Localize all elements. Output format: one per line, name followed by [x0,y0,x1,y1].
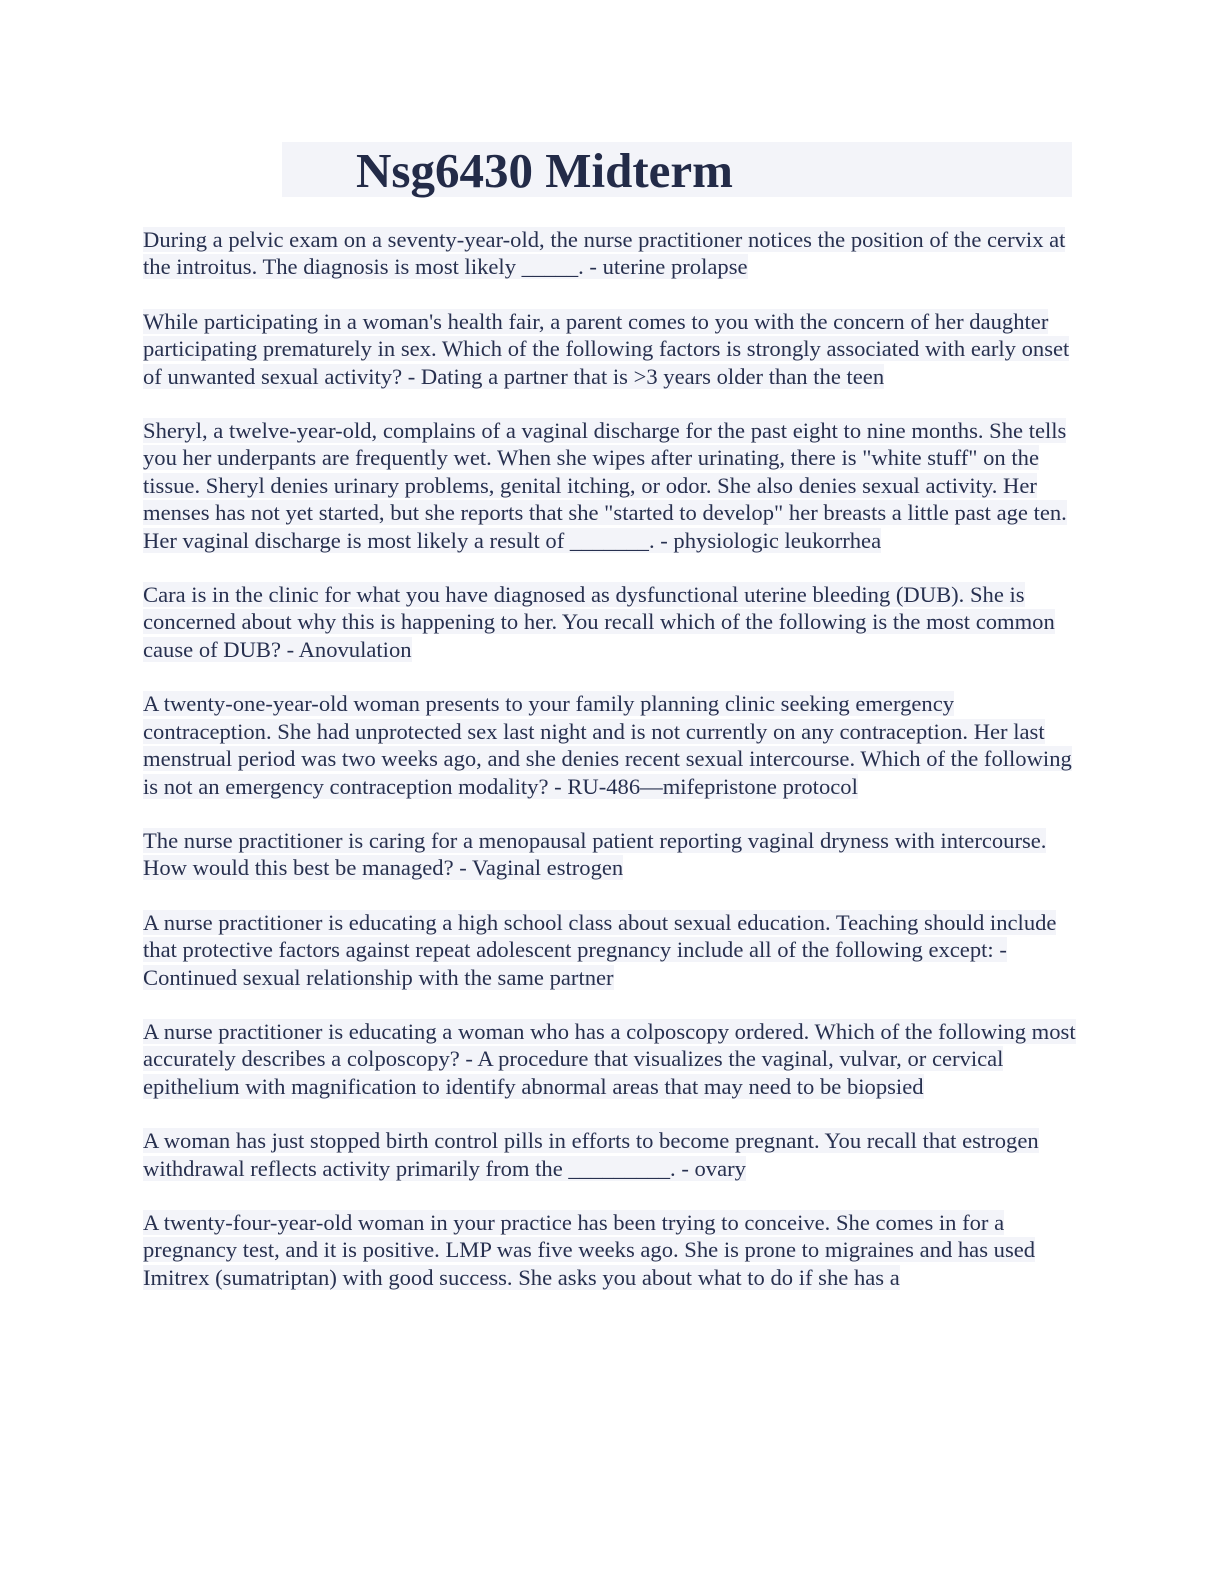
qa-text: A twenty-four-year-old woman in your practice has been trying to conceive. She comes in for a pregnancy test, and it is positive. LMP was five weeks ago. She is prone to migraines and has used Imitrex (sumatriptan) with good success. She asks you about what to do if she has a [143,1209,1036,1290]
qa-item [143,226,1083,281]
document-body [143,226,1083,1318]
qa-item [143,827,1083,882]
qa-text: A nurse practitioner is educating a high school class about sexual education. Teaching should include that protective factors against repeat adolescent pregnancy include all of the following except: - Continued sexual relationship with the same partner [143,909,1057,990]
qa-text: A nurse practitioner is educating a woman who has a colposcopy ordered. Which of the following most accurately describes a colposcopy? - A procedure that visualizes the vaginal, vulvar, or cervical epithelium with magnification to identify abnormal areas that may need to be biopsied [143,1018,1076,1099]
qa-item [143,909,1083,991]
qa-item [143,308,1083,390]
page-title: Nsg6430 Midterm [356,143,733,198]
qa-item [143,1209,1083,1291]
qa-text: During a pelvic exam on a seventy-year-old, the nurse practitioner notices the position of the cervix at the introitus. The diagnosis is most likely _____. - uterine prolapse [143,227,1066,280]
qa-text: Cara is in the clinic for what you have diagnosed as dysfunctional uterine bleeding (DUB). She is concerned about why this is happening to her. You recall which of the following is the most common cause of DUB? - Anovulation [143,582,1055,662]
qa-text: The nurse practitioner is caring for a menopausal patient reporting vaginal dryness with intercourse. How would this best be managed? - Vaginal estrogen [143,827,1047,881]
qa-item [143,417,1083,554]
qa-item [143,690,1083,800]
qa-item [143,581,1083,663]
qa-item [143,1127,1083,1182]
qa-text: A twenty-one-year-old woman presents to your family planning clinic seeking emergency contraception. She had unprotected sex last night and is not currently on any contraception. Her last menstrual period was two weeks ago, and she denies recent sexual intercourse. Which of the following is not an emergency contraception modality? - RU-486—mifepristone protocol [143,691,1072,799]
qa-text: While participating in a woman's health fair, a parent comes to you with the concern of her daughter participating prematurely in sex. Which of the following factors is strongly associated with early onset of unwanted sexual activity? - Dating a partner that is >3 years older than the teen [143,308,1070,389]
qa-text: A woman has just stopped birth control pills in efforts to become pregnant. You recall that estrogen withdrawal reflects activity primarily from the _________. - ovary [143,1128,1039,1181]
qa-text: Sheryl, a twelve-year-old, complains of a vaginal discharge for the past eight to nine months. She tells you her underpants are frequently wet. When she wipes after urinating, there is "white stuff" on the tissue. Sheryl denies urinary problems, genital itching, or odor. She also denies sexual activity. Her menses has not yet started, but she reports that she "started to develop" her breasts a little past age ten. Her vaginal discharge is most likely a result of _______. - physiologic leukorrhea [143,418,1067,553]
title-band [282,142,1072,197]
qa-item [143,1018,1083,1100]
